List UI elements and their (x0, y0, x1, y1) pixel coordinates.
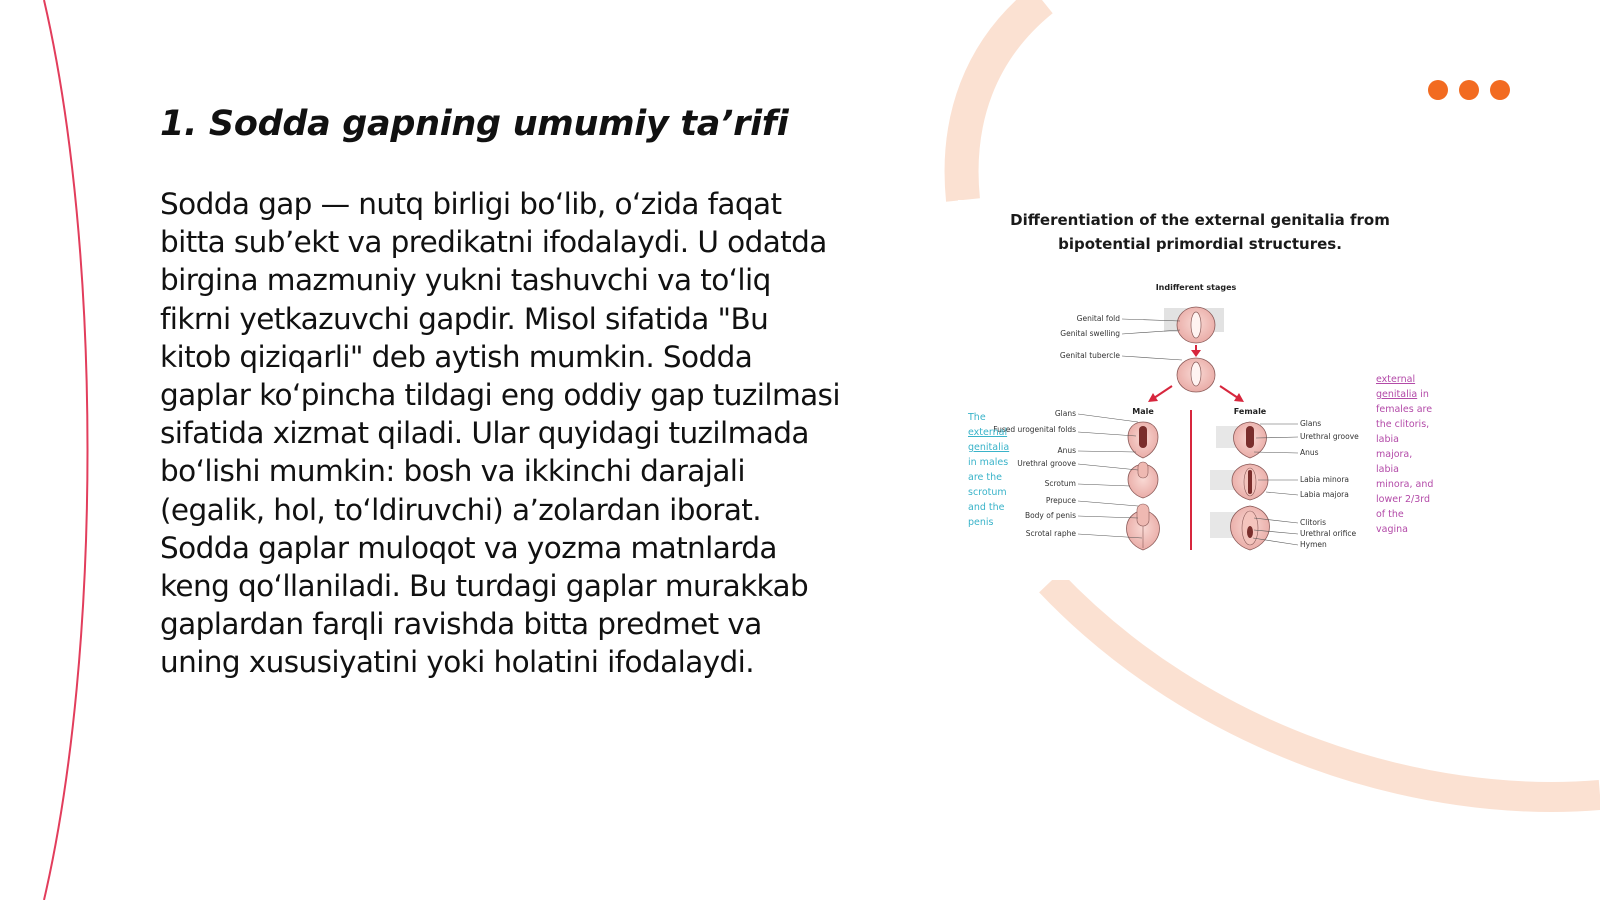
label-genital-fold: Genital fold (1076, 314, 1120, 323)
male-label-scrotum: Scrotum (1044, 479, 1076, 488)
upper-arc-decoration (962, 0, 1042, 200)
diagram-figure (958, 200, 1448, 580)
male-side-note (968, 410, 1018, 530)
male-note-prefix: The (968, 412, 986, 423)
female-label-labia-minora: Labia minora (1300, 475, 1350, 484)
female-side-note (1376, 372, 1438, 537)
male-note-text: in males are the scrotum and the penis (968, 457, 1009, 528)
female-label-clitoris: Clitoris (1300, 518, 1327, 527)
dot-icon (1428, 80, 1448, 100)
lower-arc-decoration (1050, 582, 1600, 797)
female-note-link[interactable]: external genitalia (1376, 374, 1418, 400)
dot-icon (1459, 80, 1479, 100)
male-heading: Male (1132, 407, 1154, 416)
male-label-scrotal-raphe: Scrotal raphe (1025, 529, 1076, 538)
slide-title: 1. Sodda gapning umumiy ta’rifi (160, 104, 789, 144)
female-label-glans: Glans (1300, 419, 1322, 428)
menu-dots (1428, 80, 1510, 100)
male-label-body-of-penis: Body of penis (1024, 511, 1076, 520)
male-label-fused-folds: Fused urogenital folds (993, 425, 1076, 434)
label-genital-tubercle: Genital tubercle (1059, 351, 1120, 360)
male-label-urethral-groove: Urethral groove (1017, 459, 1076, 468)
dot-icon (1490, 80, 1510, 100)
label-genital-swelling: Genital swelling (1060, 329, 1120, 338)
female-heading: Female (1233, 407, 1267, 416)
female-label-hymen: Hymen (1300, 540, 1327, 549)
female-label-urethral-orifice: Urethral orifice (1300, 529, 1357, 538)
female-label-anus: Anus (1300, 448, 1319, 457)
male-note-link[interactable]: external genitalia (968, 427, 1010, 453)
genitalia-diagram (958, 200, 1448, 580)
figure-title-line2: bipotential primordial structures. (1058, 235, 1342, 253)
stage-label: Indifferent stages (1155, 283, 1237, 292)
female-note-text: in females are the clitoris, labia majora, labia minora, and lower 2/3rd of the vagina (1376, 389, 1434, 535)
left-accent-line (44, 0, 88, 900)
male-label-glans: Glans (1054, 409, 1076, 418)
slide-body-text: Sodda gap — nutq birligi bo‘lib, o‘zida faqat bitta sub’ekt va predikatni ifodalaydi. U odatda birgina mazmuniy yukni tashuvchi va to‘liq fikrni yetkazuvchi gapdir. Misol sifatida "Bu kitob qiziqarli" deb aytish mumkin. Sodda gaplar ko‘pincha tildagi eng oddiy gap tuzilmasi sifatida xizmat qiladi. Ular quyidagi tuzilmada bo‘lishi mumkin: bosh va ikkinchi darajali (egalik, hol, to‘ldiruvchi) a’zolardan iborat. Sodda gaplar muloqot va yozma matnlarda keng qo‘llaniladi. Bu turdagi gaplar murakkab gaplardan farqli ravishda bitta predmet va uning xususiyatini yoki holatini ifodalaydi. (160, 187, 840, 680)
male-label-prepuce: Prepuce (1045, 496, 1076, 505)
female-label-labia-majora: Labia majora (1300, 490, 1349, 499)
female-label-urethral-groove: Urethral groove (1300, 432, 1359, 441)
male-label-anus: Anus (1057, 446, 1076, 455)
figure-title-line1: Differentiation of the external genitalia from (1010, 211, 1390, 229)
